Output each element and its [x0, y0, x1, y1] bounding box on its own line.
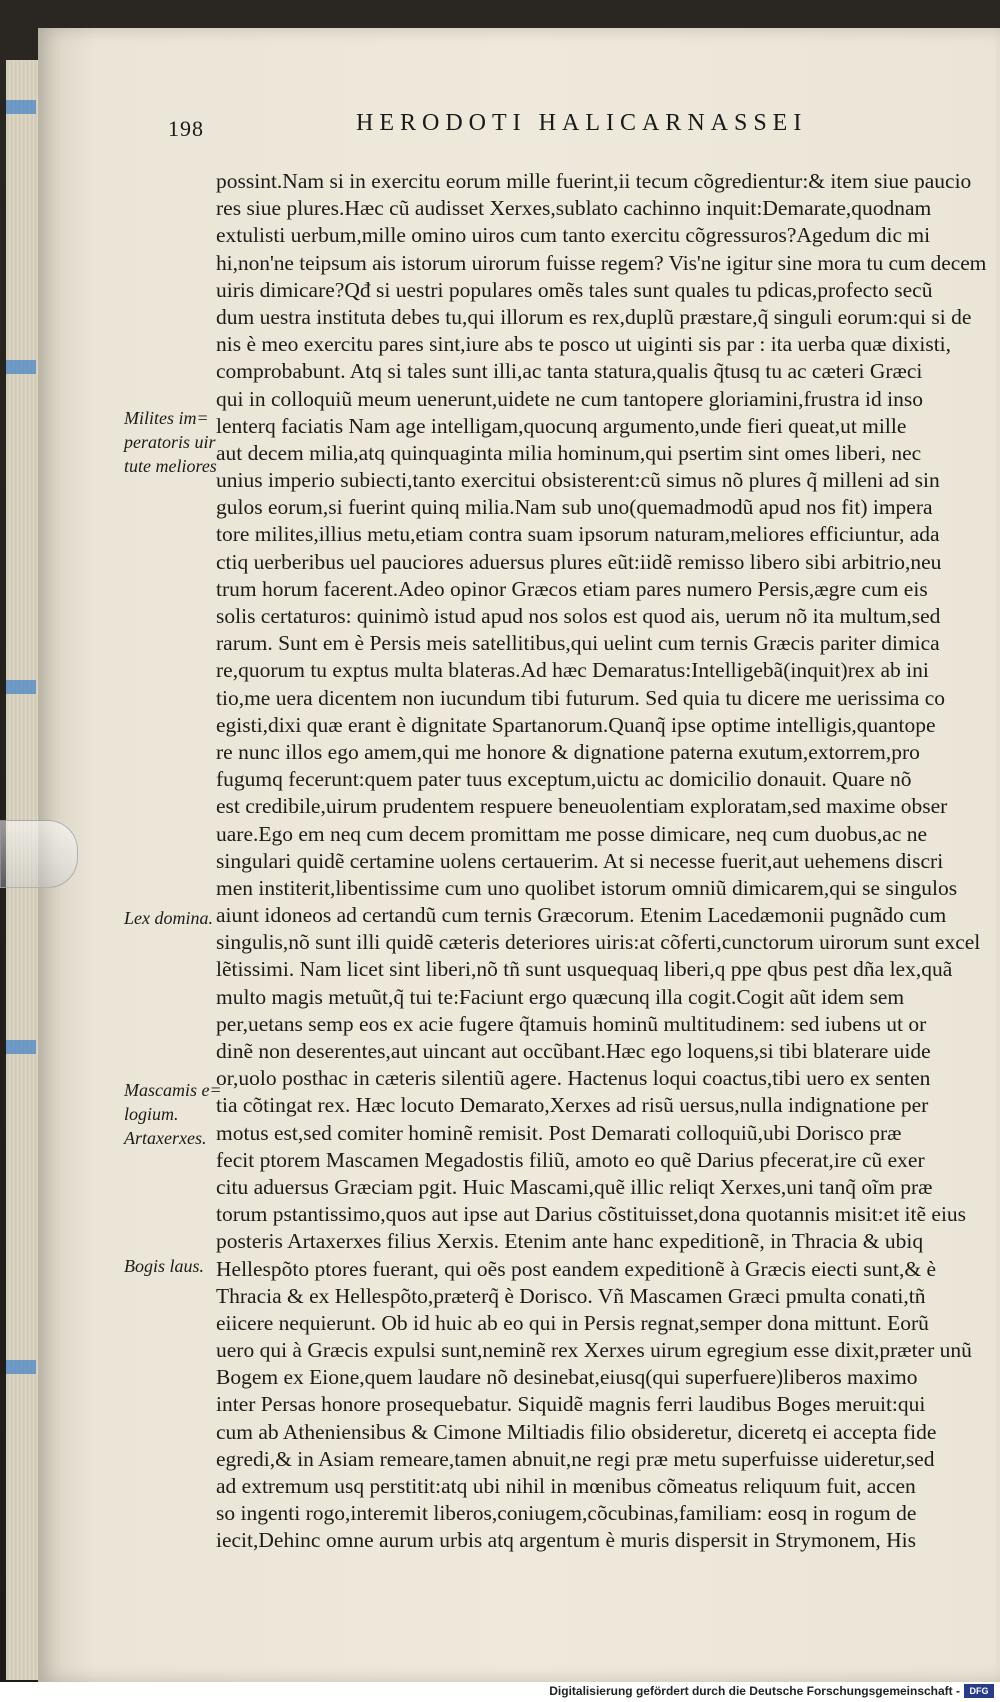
bookmark-tab: [6, 1040, 36, 1054]
running-head: HERODOTI HALICARNASSEI: [356, 110, 808, 136]
page-number: 198: [168, 116, 204, 141]
bookmark-tab: [6, 360, 36, 374]
text-line: est credibile,uirum prudentem respuere beneuolentiam exploratam,sed maxime obser: [216, 794, 948, 819]
text-line: so ingenti rogo,interemit liberos,coniugem,cõcubinas,familiam: eosq in rogum de: [216, 1501, 917, 1526]
footer-bar: [0, 1682, 1000, 1702]
text-line: posteris Artaxerxes filius Xerxis. Etenim ante hanc expeditionẽ, in Thracia & ubiq: [216, 1229, 924, 1254]
text-line: ad extremum usq perstitit:atq ubi nihil in mœnibus cõmeatus reliquum fuit, accen: [216, 1474, 916, 1498]
page-clip: [0, 820, 78, 888]
text-line: motus est,sed comiter hominẽ remisit. Post Demarati colloquiũ,ubi Dorisco præ: [216, 1120, 902, 1145]
text-line: aiunt idoneos ad certandũ cum ternis Græcorum. Etenim Lacedæmonii pugnãdo cum: [216, 903, 947, 928]
text-line: possint.Nam si in exercitu eorum mille fuerint,ii tecum cõgredientur:& item siue paucio: [216, 169, 972, 193]
text-line: rarum. Sunt em è Persis meis satellitibus,qui uelint cum ternis Græcis pariter dimica: [216, 631, 940, 656]
bookmark-tab: [6, 1360, 36, 1374]
text-line: men institerit,libentissime cum uno quolibet istorum omniũ dimicarem,qui se singulos: [216, 875, 958, 900]
text-line: fecit ptorem Mascamen Megadostis filiũ, amoto eo quẽ Darius pfecerat,ire cũ exer: [216, 1147, 925, 1172]
margin-note-line: Lex domina.: [124, 908, 213, 928]
margin-note-lex: [124, 906, 213, 930]
bookmark-tab: [6, 680, 36, 694]
text-line: eiicere nequierunt. Ob id huic ab eo qui in Persis regnat,semper dona mittunt. Eorũ: [216, 1310, 929, 1335]
text-line: nis è meo exercitu pares sint,iure abs te posco ut uiginti sis par : ita uerba quæ dixisti,: [216, 332, 952, 357]
dfg-logo: DFG: [964, 1684, 994, 1698]
book-page: [38, 28, 1000, 1682]
text-line: Hellespõto ptores fuerant, qui oẽs post eandem expeditionẽ à Græcis eiecti sunt,& è: [216, 1256, 937, 1281]
text-line: extulisti uerbum,mille omino uiros cum tanto exercitu cõgressuros?Agedum dic mi: [216, 223, 931, 248]
text-line: singulari quidẽ certamine uolens certauerim. At si necesse fuerit,aut uehemens discri: [216, 848, 944, 873]
text-line: unius imperio subiecti,tanto exercitui obsisterent:cũ simus nõ plures q̃ milleni ad sin: [216, 468, 940, 493]
text-line: Bogem ex Eione,quem laudare nõ desinebat,eiusq(qui superfuere)liberos maximo: [216, 1365, 918, 1390]
bookmark-tab: [6, 100, 36, 114]
text-line: singulis,nõ sunt illi quidẽ cæteris deteriores uiris:at cõferti,cunctorum uirorum sunt excel: [216, 930, 981, 955]
text-line: aut decem milia,atq quinquaginta milia hominum,qui psertim sint omes liberi, nec: [216, 440, 922, 465]
text-line: cum ab Atheniensibus & Cimone Miltiadis filio obsideretur, diceretq ei accepta fide: [216, 1419, 937, 1444]
text-line: dum uestra instituta debes tu,qui illorum es rex,duplũ præstare,q̃ singuli eorum:qui si de: [216, 304, 972, 329]
margin-note-bogis: [124, 1254, 204, 1278]
margin-note-line: tute meliores: [124, 456, 217, 476]
margin-note-line: logium.: [124, 1104, 179, 1124]
page-header: [168, 110, 988, 150]
text-line: res siue plures.Hæc cũ audisset Xerxes,sublato cachinno inquit:Demarate,quodnam: [216, 196, 932, 221]
text-line: uero qui à Græcis expulsi sunt,neminẽ rex Xerxes uirum egregium esse dixit,præter unũ: [216, 1338, 972, 1363]
text-line: multo magis metuũt,q̃ tui te:Faciunt ergo quæcunq illa cogit.Cogit aũt idem sem: [216, 984, 905, 1009]
text-line: Thracia & ex Hellespõto,præterq̃ è Dorisco. Vñ Mascamen Græci pmulta conati,tñ: [216, 1283, 926, 1308]
text-line: ctiq uerberibus uel pauciores aduersus plures eũt:iidẽ remisso libero sibi arbitrio,neu: [216, 549, 942, 574]
text-line: lenterq faciatis Nam age intelligam,quocunq argumento,unde fieri queat,ut mille: [216, 413, 907, 438]
text-line: inter Persas honore prosequebatur. Siquidẽ magnis ferri laudibus Boges meruit:qui: [216, 1392, 926, 1417]
text-line: egredi,& in Asiam remeare,tamen abnuit,ne regi præ metu superfuisse uideretur,sed: [216, 1446, 935, 1471]
text-line: comprobabunt. Atq si tales sunt illi,ac tanta statura,qualis q̃tusq tu ac cæteri Græci: [216, 359, 923, 384]
footer-credit: Digitalisierung gefördert durch die Deutsche Forschungsgemeinschaft -: [549, 1684, 960, 1698]
margin-note-line: Bogis laus.: [124, 1256, 205, 1276]
margin-note-line: Mascamis e=: [124, 1080, 222, 1100]
text-line: tia cõtingat rex. Hæc locuto Demarato,Xerxes ad risũ uersus,nulla indignatione per: [216, 1093, 929, 1118]
text-line: uare.Ego em neq cum decem promittam me posse dimicare, neq cum duobus,ac ne: [216, 821, 928, 846]
margin-note-line: peratoris uir: [124, 432, 216, 452]
text-line: dinẽ non deserentes,aut uincant aut occũbant.Hæc ego loquens,si tibi blaterare uide: [216, 1039, 931, 1063]
text-line: solis certaturos: quinimò istud apud nos solos est quod ais, uerum nõ ita multum,sed: [216, 604, 941, 628]
text-line: tio,me uera dicentem non iucundum tibi futurum. Sed quia tu dicere me uerissima co: [216, 685, 946, 710]
margin-note-line: Artaxerxes.: [124, 1128, 207, 1148]
text-line: qui in colloquiũ meum uenerunt,uidete ne cum tantopere gloriamini,frustra id inso: [216, 386, 923, 411]
text-line: citu aduersus Græciam pgit. Huic Mascami,quẽ illic reliqt Xerxes,uni tanq̃ oĩm præ: [216, 1174, 933, 1199]
text-line: trum horum facerent.Adeo opinor Græcos etiam pares numero Persis,ægre cum eis: [216, 576, 928, 601]
text-line: per,uetans semp eos ex acie fugere q̃tamuis hominũ multitudinem: sed iubens ut or: [216, 1011, 927, 1036]
margin-note-milites: [124, 406, 217, 478]
text-line: re,quorum tu exptus multa blateras.Ad hæc Demaratus:Intelligebã(inquit)rex ab ini: [216, 658, 929, 683]
margin-note-line: Milites im=: [124, 408, 209, 428]
body-text: [216, 168, 986, 1553]
margin-note-mascamis: [124, 1078, 222, 1150]
text-line: torum pstantissimo,quos aut ipse aut Darius cõstituisset,dona quotannis misit:et itẽ eius: [216, 1202, 967, 1227]
text-line: egisti,dixi quæ erant è dignitate Spartanorum.Quanq̃ ipse optime intelligis,quantope: [216, 712, 936, 737]
text-line: gulos eorum,si fuerint quinq milia.Nam sub uno(quemadmodũ apud nos fit) impera: [216, 495, 933, 520]
text-line: iecit,Dehinc omne aurum urbis atq argentum è muris dispersit in Strymonem, His: [216, 1528, 917, 1553]
text-line: fugumq fecerunt:quem pater tuus exceptum,uictu ac domicilio donauit. Quare nõ: [216, 767, 912, 792]
text-line: re nunc illos ego amem,qui me honore & dignatione paterna exutum,extorrem,pro: [216, 739, 920, 764]
text-line: uiris dimicare?Qđ si uestri populares omẽs tales sunt quales tu pdicas,profecto secũ: [216, 277, 933, 302]
text-line: or,uolo posthac in cæteris silentiũ agere. Hactenus loqui coactus,tibi uero ex senten: [216, 1066, 931, 1091]
text-line: tore milites,illius metu,etiam contra suam ipsorum naturam,meliores efficiuntur, ada: [216, 522, 940, 547]
text-line: lẽtissimi. Nam licet sint liberi,nõ tñ sunt usquequaq liberi,q ppe qbus pest dña lex,quã: [216, 957, 953, 982]
text-line: hi,non'ne teipsum ais istorum uirorum fuisse regem? Vis'ne igitur sine mora tu cum decem: [216, 250, 986, 275]
